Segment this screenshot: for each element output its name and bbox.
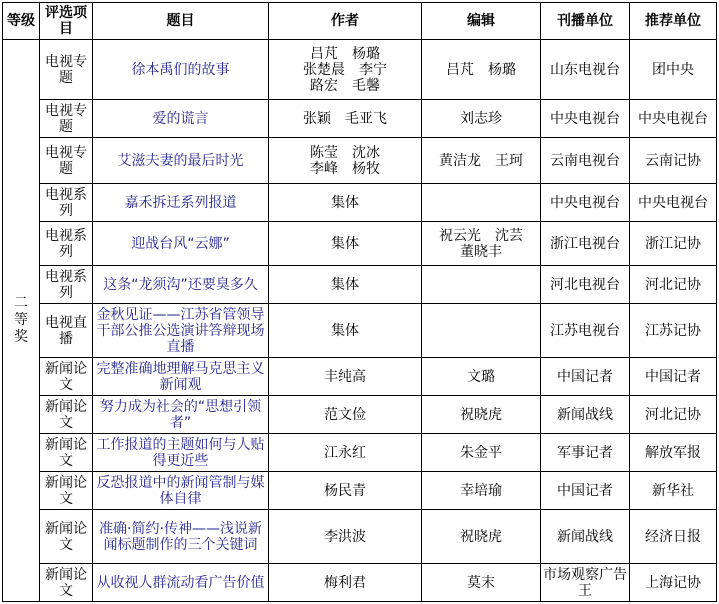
- title-cell: 徐本禹们的故事: [93, 40, 269, 100]
- table-row: [3, 510, 717, 564]
- table-row: [3, 266, 717, 304]
- author-cell: 梅利君: [269, 564, 422, 602]
- editor-cell: 朱金平: [422, 434, 541, 472]
- recommender-cell: 中央电视台: [630, 100, 717, 138]
- publisher-cell: 军事记者: [541, 434, 630, 472]
- author-cell: 集体: [269, 184, 422, 222]
- header-row: [3, 3, 717, 40]
- editor-cell: 莫末: [422, 564, 541, 602]
- table-row: [3, 472, 717, 510]
- publisher-cell: 中央电视台: [541, 100, 630, 138]
- author-cell: 张颖 毛亚飞: [269, 100, 422, 138]
- publisher-cell: 中国记者: [541, 472, 630, 510]
- category-cell: 新闻论文: [40, 472, 93, 510]
- recommender-cell: 团中央: [630, 40, 717, 100]
- title-cell: 嘉禾拆迁系列报道: [93, 184, 269, 222]
- author-cell: 集体: [269, 304, 422, 358]
- title-cell: 艾滋夫妻的最后时光: [93, 138, 269, 184]
- editor-cell: 吕芃 杨璐: [422, 40, 541, 100]
- author-cell: 集体: [269, 222, 422, 266]
- editor-cell: [422, 304, 541, 358]
- title-cell: 这条“龙须沟”还要臭多久: [93, 266, 269, 304]
- author-cell: 江永红: [269, 434, 422, 472]
- category-cell: 新闻论文: [40, 396, 93, 434]
- table-row: [3, 564, 717, 602]
- publisher-cell: 河北电视台: [541, 266, 630, 304]
- category-cell: 新闻论文: [40, 564, 93, 602]
- publisher-cell: 市场观察广告王: [541, 564, 630, 602]
- header-publisher: 刊播单位: [541, 3, 630, 40]
- editor-cell: [422, 184, 541, 222]
- publisher-cell: 山东电视台: [541, 40, 630, 100]
- title-cell: 从收视人群流动看广告价值: [93, 564, 269, 602]
- recommender-cell: 河北记协: [630, 266, 717, 304]
- awards-table: [2, 2, 717, 602]
- editor-cell: 刘志珍: [422, 100, 541, 138]
- table-row: [3, 40, 717, 100]
- level-cell: [3, 40, 40, 602]
- category-cell: 新闻论文: [40, 510, 93, 564]
- category-cell: 电视系列: [40, 266, 93, 304]
- table-row: [3, 434, 717, 472]
- author-cell: 李洪波: [269, 510, 422, 564]
- publisher-cell: 浙江电视台: [541, 222, 630, 266]
- title-cell: 工作报道的主题如何与人贴得更近些: [93, 434, 269, 472]
- table-row: [3, 184, 717, 222]
- title-cell: 迎战台风“云娜”: [93, 222, 269, 266]
- table-row: [3, 100, 717, 138]
- author-cell: 丰纯高: [269, 358, 422, 396]
- recommender-cell: 江苏记协: [630, 304, 717, 358]
- category-cell: 电视专题: [40, 138, 93, 184]
- header-category: 评选项目: [40, 3, 93, 40]
- recommender-cell: 河北记协: [630, 396, 717, 434]
- recommender-cell: 解放军报: [630, 434, 717, 472]
- title-cell: 爱的谎言: [93, 100, 269, 138]
- table-row: [3, 304, 717, 358]
- recommender-cell: 上海记协: [630, 564, 717, 602]
- level-label: 二等奖: [14, 295, 28, 345]
- publisher-cell: 新闻战线: [541, 510, 630, 564]
- recommender-cell: 中国记者: [630, 358, 717, 396]
- title-cell: 准确·简约·传神——浅说新闻标题制作的三个关键词: [93, 510, 269, 564]
- publisher-cell: 新闻战线: [541, 396, 630, 434]
- header-editor: 编辑: [422, 3, 541, 40]
- editor-cell: 文璐: [422, 358, 541, 396]
- category-cell: 电视系列: [40, 184, 93, 222]
- recommender-cell: 浙江记协: [630, 222, 717, 266]
- editor-cell: 幸培瑜: [422, 472, 541, 510]
- table-row: [3, 222, 717, 266]
- title-cell: 反恐报道中的新闻管制与媒体自律: [93, 472, 269, 510]
- title-cell: 完整准确地理解马克思主义新闻观: [93, 358, 269, 396]
- category-cell: 电视直播: [40, 304, 93, 358]
- table-row: [3, 358, 717, 396]
- publisher-cell: 中国记者: [541, 358, 630, 396]
- author-cell: 集体: [269, 266, 422, 304]
- category-cell: 新闻论文: [40, 358, 93, 396]
- editor-cell: 祝晓虎: [422, 396, 541, 434]
- editor-cell: 黄洁龙 王珂: [422, 138, 541, 184]
- header-author: 作者: [269, 3, 422, 40]
- author-cell: 杨民青: [269, 472, 422, 510]
- editor-cell: [422, 266, 541, 304]
- editor-cell: 祝云光 沈芸 董晓丰: [422, 222, 541, 266]
- author-cell: 陈莹 沈冰 李峰 杨牧: [269, 138, 422, 184]
- publisher-cell: 云南电视台: [541, 138, 630, 184]
- publisher-cell: 中央电视台: [541, 184, 630, 222]
- editor-cell: 祝晓虎: [422, 510, 541, 564]
- recommender-cell: 经济日报: [630, 510, 717, 564]
- category-cell: 电视专题: [40, 40, 93, 100]
- title-cell: 金秋见证——江苏省管领导干部公推公选演讲答辩现场直播: [93, 304, 269, 358]
- publisher-cell: 江苏电视台: [541, 304, 630, 358]
- title-cell: 努力成为社会的“思想引领者”: [93, 396, 269, 434]
- category-cell: 电视专题: [40, 100, 93, 138]
- header-level: 等级: [3, 3, 40, 40]
- header-title: 题目: [93, 3, 269, 40]
- category-cell: 电视系列: [40, 222, 93, 266]
- category-cell: 新闻论文: [40, 434, 93, 472]
- table-body: [3, 40, 717, 602]
- table-row: [3, 396, 717, 434]
- header-recommender: 推荐单位: [630, 3, 717, 40]
- author-cell: 吕芃 杨璐 张楚晨 李宁 路宏 毛馨: [269, 40, 422, 100]
- author-cell: 范文俭: [269, 396, 422, 434]
- recommender-cell: 中央电视台: [630, 184, 717, 222]
- recommender-cell: 新华社: [630, 472, 717, 510]
- recommender-cell: 云南记协: [630, 138, 717, 184]
- table-row: [3, 138, 717, 184]
